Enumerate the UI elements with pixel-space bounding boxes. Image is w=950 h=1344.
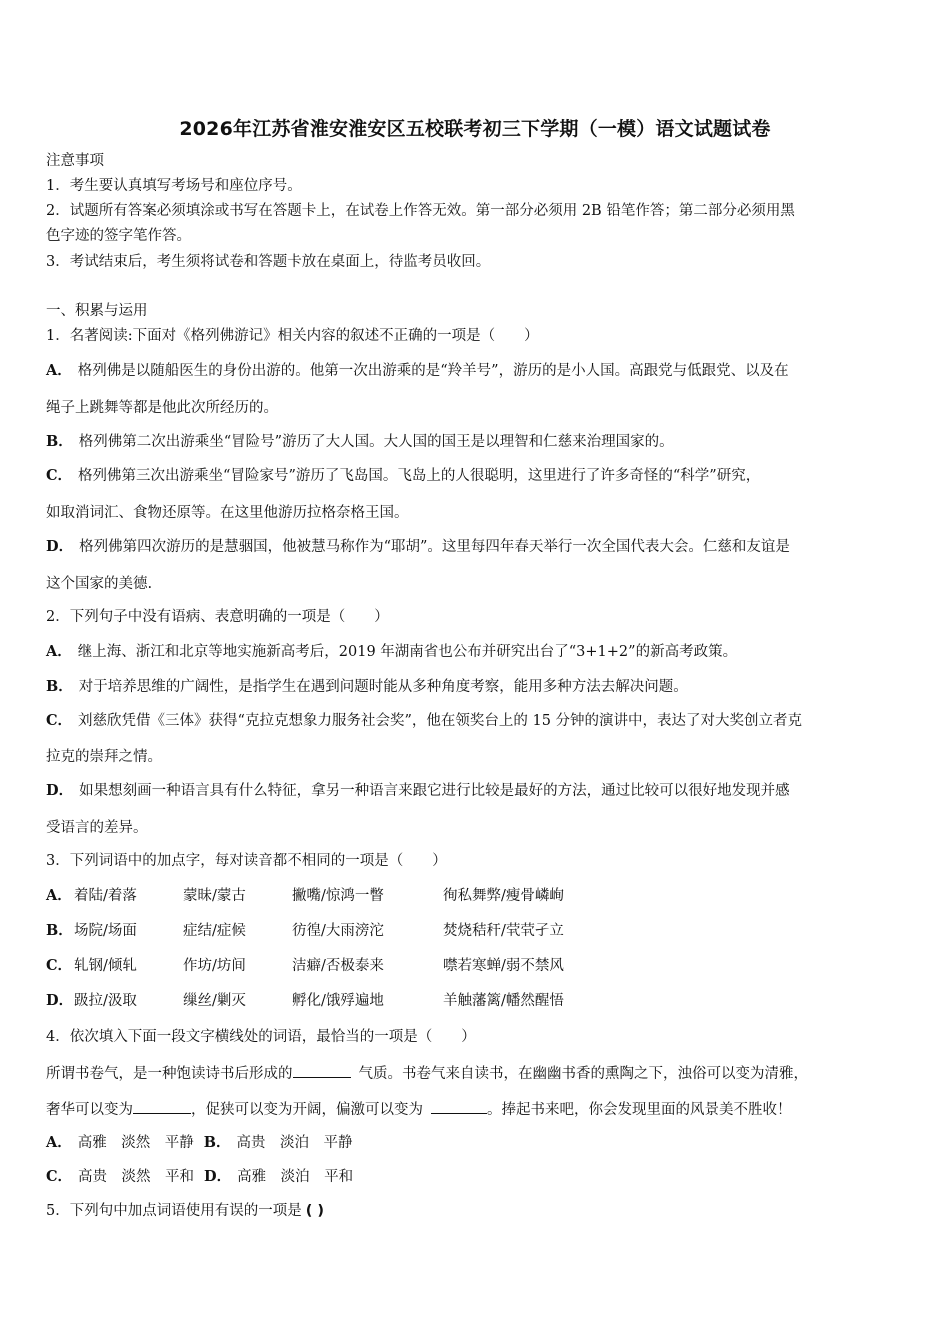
- q3-a-item-1: 着陆/着落: [74, 888, 137, 904]
- question-2-stem: 2．下列句子中没有语病、表意明确的一项是（ ）: [46, 609, 389, 625]
- q4-option-a: 高雅 淡然 平静: [77, 1135, 194, 1151]
- option-label: C．: [46, 712, 73, 729]
- option-label: B．: [46, 922, 73, 939]
- option-label: D．: [46, 782, 74, 799]
- q1-option-d-cont: 这个国家的美德.: [46, 576, 153, 592]
- notice-item: 色字迹的签字笔作答。: [46, 228, 191, 244]
- answer-paren: ( ): [305, 1203, 325, 1219]
- q1-option-c-cont: 如取消词汇、食物还原等。在这里他游历拉格奈格王国。: [46, 505, 409, 521]
- q1-option-c: [46, 466, 760, 486]
- option-label: A．: [46, 887, 72, 904]
- q3-c-item-4: 噤若寒蝉/弱不禁风: [443, 958, 564, 974]
- q1-option-b: [46, 432, 674, 452]
- q3-d-item-1: 趿拉/汲取: [74, 993, 137, 1009]
- option-label: C．: [46, 467, 73, 484]
- q2-option-d-text: 如果想刻画一种语言具有什么特征，拿另一种语言来跟它进行比较是最好的方法，通过比较可以很好地发现并感: [79, 783, 790, 799]
- q2-option-b-text: 对于培养思维的广阔性，是指学生在遇到问题时能从多种角度考察，能用多种方法去解决问题。: [78, 679, 688, 695]
- q3-b-item-2: 症结/症候: [183, 923, 246, 939]
- q4-passage-line: 所谓书卷气，是一种饱读诗书后形成的 气质。书卷气来自读书，在幽幽书香的熏陶之下，浊俗可以变为清雅，: [46, 1063, 808, 1084]
- option-label: B．: [46, 433, 73, 450]
- q1-option-b-text: 格列佛第二次出游乘坐“冒险号”游历了大人国。大人国的国王是以理智和仁慈来治理国家的。: [78, 434, 674, 450]
- q4-option-d: 高雅 淡泊 平和: [237, 1169, 354, 1185]
- q4-options-row: A． 高雅 淡然 平静 B． 高贵 淡泊 平静: [46, 1134, 353, 1151]
- option-label: A．: [46, 362, 72, 379]
- q2-option-c-cont: 拉克的崇拜之情。: [46, 749, 162, 765]
- fill-blank: [293, 1063, 351, 1078]
- notice-item: 3．考试结束后，考生须将试卷和答题卡放在桌面上，待监考员收回。: [46, 254, 491, 270]
- q1-option-d-text: 格列佛第四次游历的是慧骃国，他被慧马称作为“耶胡”。这里每四年春天举行一次全国代表大会。仁慈和友谊是: [79, 539, 790, 555]
- q1-option-a: [46, 361, 789, 381]
- option-label: B．: [46, 678, 73, 695]
- q3-d-item-4: 羊触藩篱/幡然醒悟: [443, 993, 564, 1009]
- q4-option-b: 高贵 淡泊 平静: [236, 1135, 353, 1151]
- notice-item: 2．试题所有答案必须填涂或书写在答题卡上，在试卷上作答无效。第一部分必须用 2B 铅笔作答；第二部分必须用黑: [46, 203, 795, 219]
- q3-a-item-3: 撇嘴/惊鸿一瞥: [292, 888, 384, 904]
- q2-option-a-text: 继上海、浙江和北京等地实施新高考后，2019 年湖南省也公布并研究出台了“3+1+2”的新高考政策。: [77, 644, 738, 660]
- q1-option-a-text: 格列佛是以随船医生的身份出游的。他第一次出游乘的是“羚羊号”，游历的是小人国。高跟党与低跟党、以及在: [77, 363, 789, 379]
- q2-option-d: [46, 781, 790, 801]
- notice-heading: 注意事项: [46, 153, 104, 169]
- q1-option-a-cont: 绳子上跳舞等都是他此次所经历的。: [46, 400, 278, 416]
- q3-d-item-3: 孵化/饿殍遍地: [292, 993, 384, 1009]
- q3-a-item-2: 蒙昧/蒙古: [183, 888, 246, 904]
- fill-blank: [133, 1099, 191, 1114]
- q3-c-item-1: 轧钢/倾轧: [74, 958, 137, 974]
- q3-a-item-4: 徇私舞弊/瘦骨嶙峋: [443, 888, 564, 904]
- fill-blank: [431, 1099, 487, 1114]
- exam-title: 2026年江苏省淮安淮安区五校联考初三下学期（一模）语文试题试卷: [179, 118, 771, 140]
- option-label: D．: [46, 538, 74, 555]
- q3-c-item-2: 作坊/坊间: [183, 958, 246, 974]
- question-4-stem: 4．依次填入下面一段文字横线处的词语，最恰当的一项是（ ）: [46, 1029, 476, 1045]
- q4-options-row: C． 高贵 淡然 平和 D． 高雅 淡泊 平和: [46, 1168, 354, 1185]
- q2-option-a: [46, 642, 737, 662]
- question-1-stem: 1．名著阅读:下面对《格列佛游记》相关内容的叙述不正确的一项是（ ）: [46, 328, 539, 344]
- q3-b-item-3: 彷徨/大雨滂沱: [292, 923, 384, 939]
- q2-option-b: [46, 677, 688, 697]
- option-label: C．: [46, 957, 73, 974]
- q1-option-c-text: 格列佛第三次出游乘坐“冒险家号”游历了飞岛国。飞岛上的人很聪明，这里进行了许多奇怪的“科学”研究，: [78, 468, 761, 484]
- q4-option-c: 高贵 淡然 平和: [78, 1169, 195, 1185]
- q2-option-c-text: 刘慈欣凭借《三体》获得“克拉克想象力服务社会奖”，他在领奖台上的 15 分钟的演讲中，表达了对大奖创立者克: [78, 713, 803, 729]
- q3-d-item-2: 缫丝/剿灭: [183, 993, 246, 1009]
- q1-option-d: [46, 537, 790, 557]
- q2-option-d-cont: 受语言的差异。: [46, 820, 148, 836]
- q3-c-item-3: 洁癖/否极泰来: [292, 958, 384, 974]
- option-label: D．: [46, 992, 74, 1009]
- q3-b-item-1: 场院/场面: [74, 923, 137, 939]
- section-heading: 一、积累与运用: [46, 303, 148, 319]
- question-5-stem: 5．下列句中加点词语使用有误的一项是 ( ): [46, 1203, 325, 1219]
- question-3-stem: 3．下列词语中的加点字，每对读音都不相同的一项是（ ）: [46, 853, 447, 869]
- q2-option-c: [46, 711, 802, 731]
- q3-b-item-4: 焚烧秸秆/茕茕孑立: [443, 923, 564, 939]
- option-label: A．: [46, 643, 72, 660]
- notice-item: 1．考生要认真填写考场号和座位序号。: [46, 178, 302, 194]
- q4-passage-line: 奢华可以变为 ，促狭可以变为开阔，偏激可以变为 。捧起书来吧，你会发现里面的风景美不胜收！: [46, 1099, 792, 1120]
